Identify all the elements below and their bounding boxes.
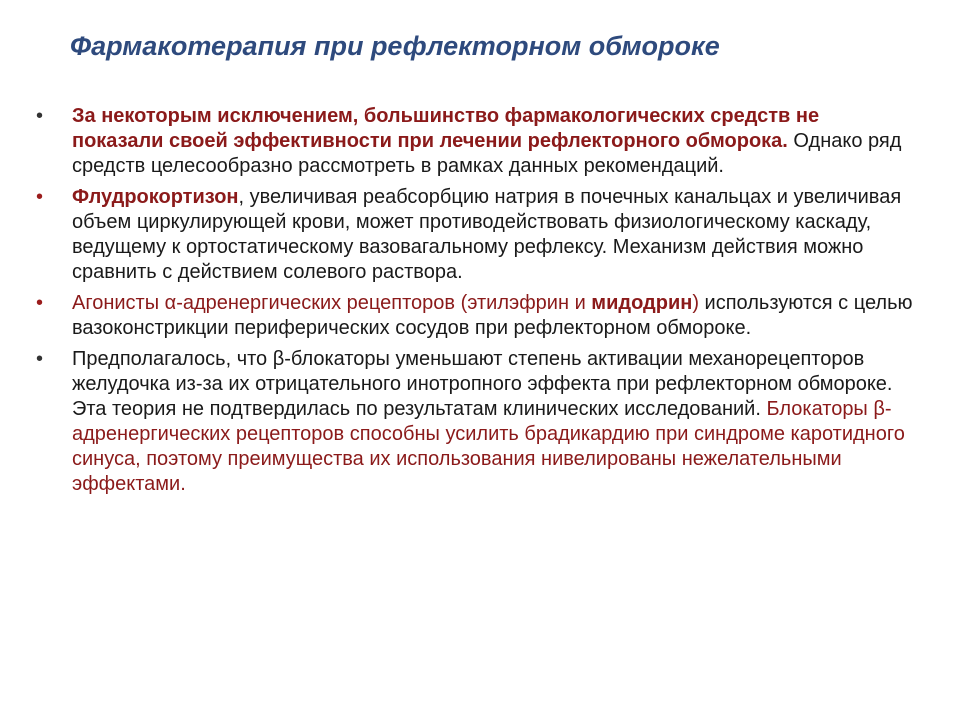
bullet-dot-icon: • <box>36 348 44 370</box>
bullet-text <box>72 104 916 179</box>
bold-text-run: За некоторым исключением, большинство фармакологических средств не показали своей эффективности при лечении рефлекторного обморока. <box>72 105 820 152</box>
bullet-dot-icon: • <box>36 186 44 208</box>
bullet-item <box>36 347 916 497</box>
bold-text-run: Флудрокортизон <box>72 186 239 208</box>
text-run: Однако ряд средств целесообразно рассмотреть в рамках данных рекомендаций. <box>72 130 902 177</box>
text-run: , увеличивая реабсорбцию натрия в почечных канальцах и увеличивая объем циркулирующей крови, может противодействовать физиологическому каскаду, ведущему к ортостатическому вазовагальному рефлексу. Механизм действия можно сравнить с действием солевого раствора. <box>72 186 902 283</box>
text-run: Блокаторы β-адренергических рецепторов способны усилить брадикардию при синдроме каротидного синуса, поэтому преимущества их использования нивелированы нежелательными эффектами. <box>72 398 905 495</box>
bullet-text <box>72 347 916 497</box>
bullet-item <box>36 185 916 285</box>
bullet-text <box>72 291 916 341</box>
bullet-item <box>36 104 916 179</box>
bullet-dot-icon: • <box>36 105 44 127</box>
bold-text-run: мидодрин <box>591 292 693 314</box>
text-run: Агонисты α-адренергических рецепторов (этилэфрин и <box>72 292 592 314</box>
bullet-item <box>36 291 916 341</box>
text-run: используются с целью вазоконстрикции периферических сосудов при рефлекторном обмороке. <box>72 292 913 339</box>
slide-title: Фармакотерапия при рефлекторном обмороке <box>70 31 720 61</box>
text-run: ) <box>692 292 699 314</box>
bullet-dot-icon: • <box>36 292 44 314</box>
text-run: Предполагалось, что β-блокаторы уменьшают степень активации механорецепторов желудочка из-за их отрицательного инотропного эффекта при рефлекторном обмороке. Эта теория не подтвердилась по результатам клинических исследований. <box>72 348 893 420</box>
bullet-list <box>36 104 916 503</box>
bullet-text <box>72 185 916 285</box>
